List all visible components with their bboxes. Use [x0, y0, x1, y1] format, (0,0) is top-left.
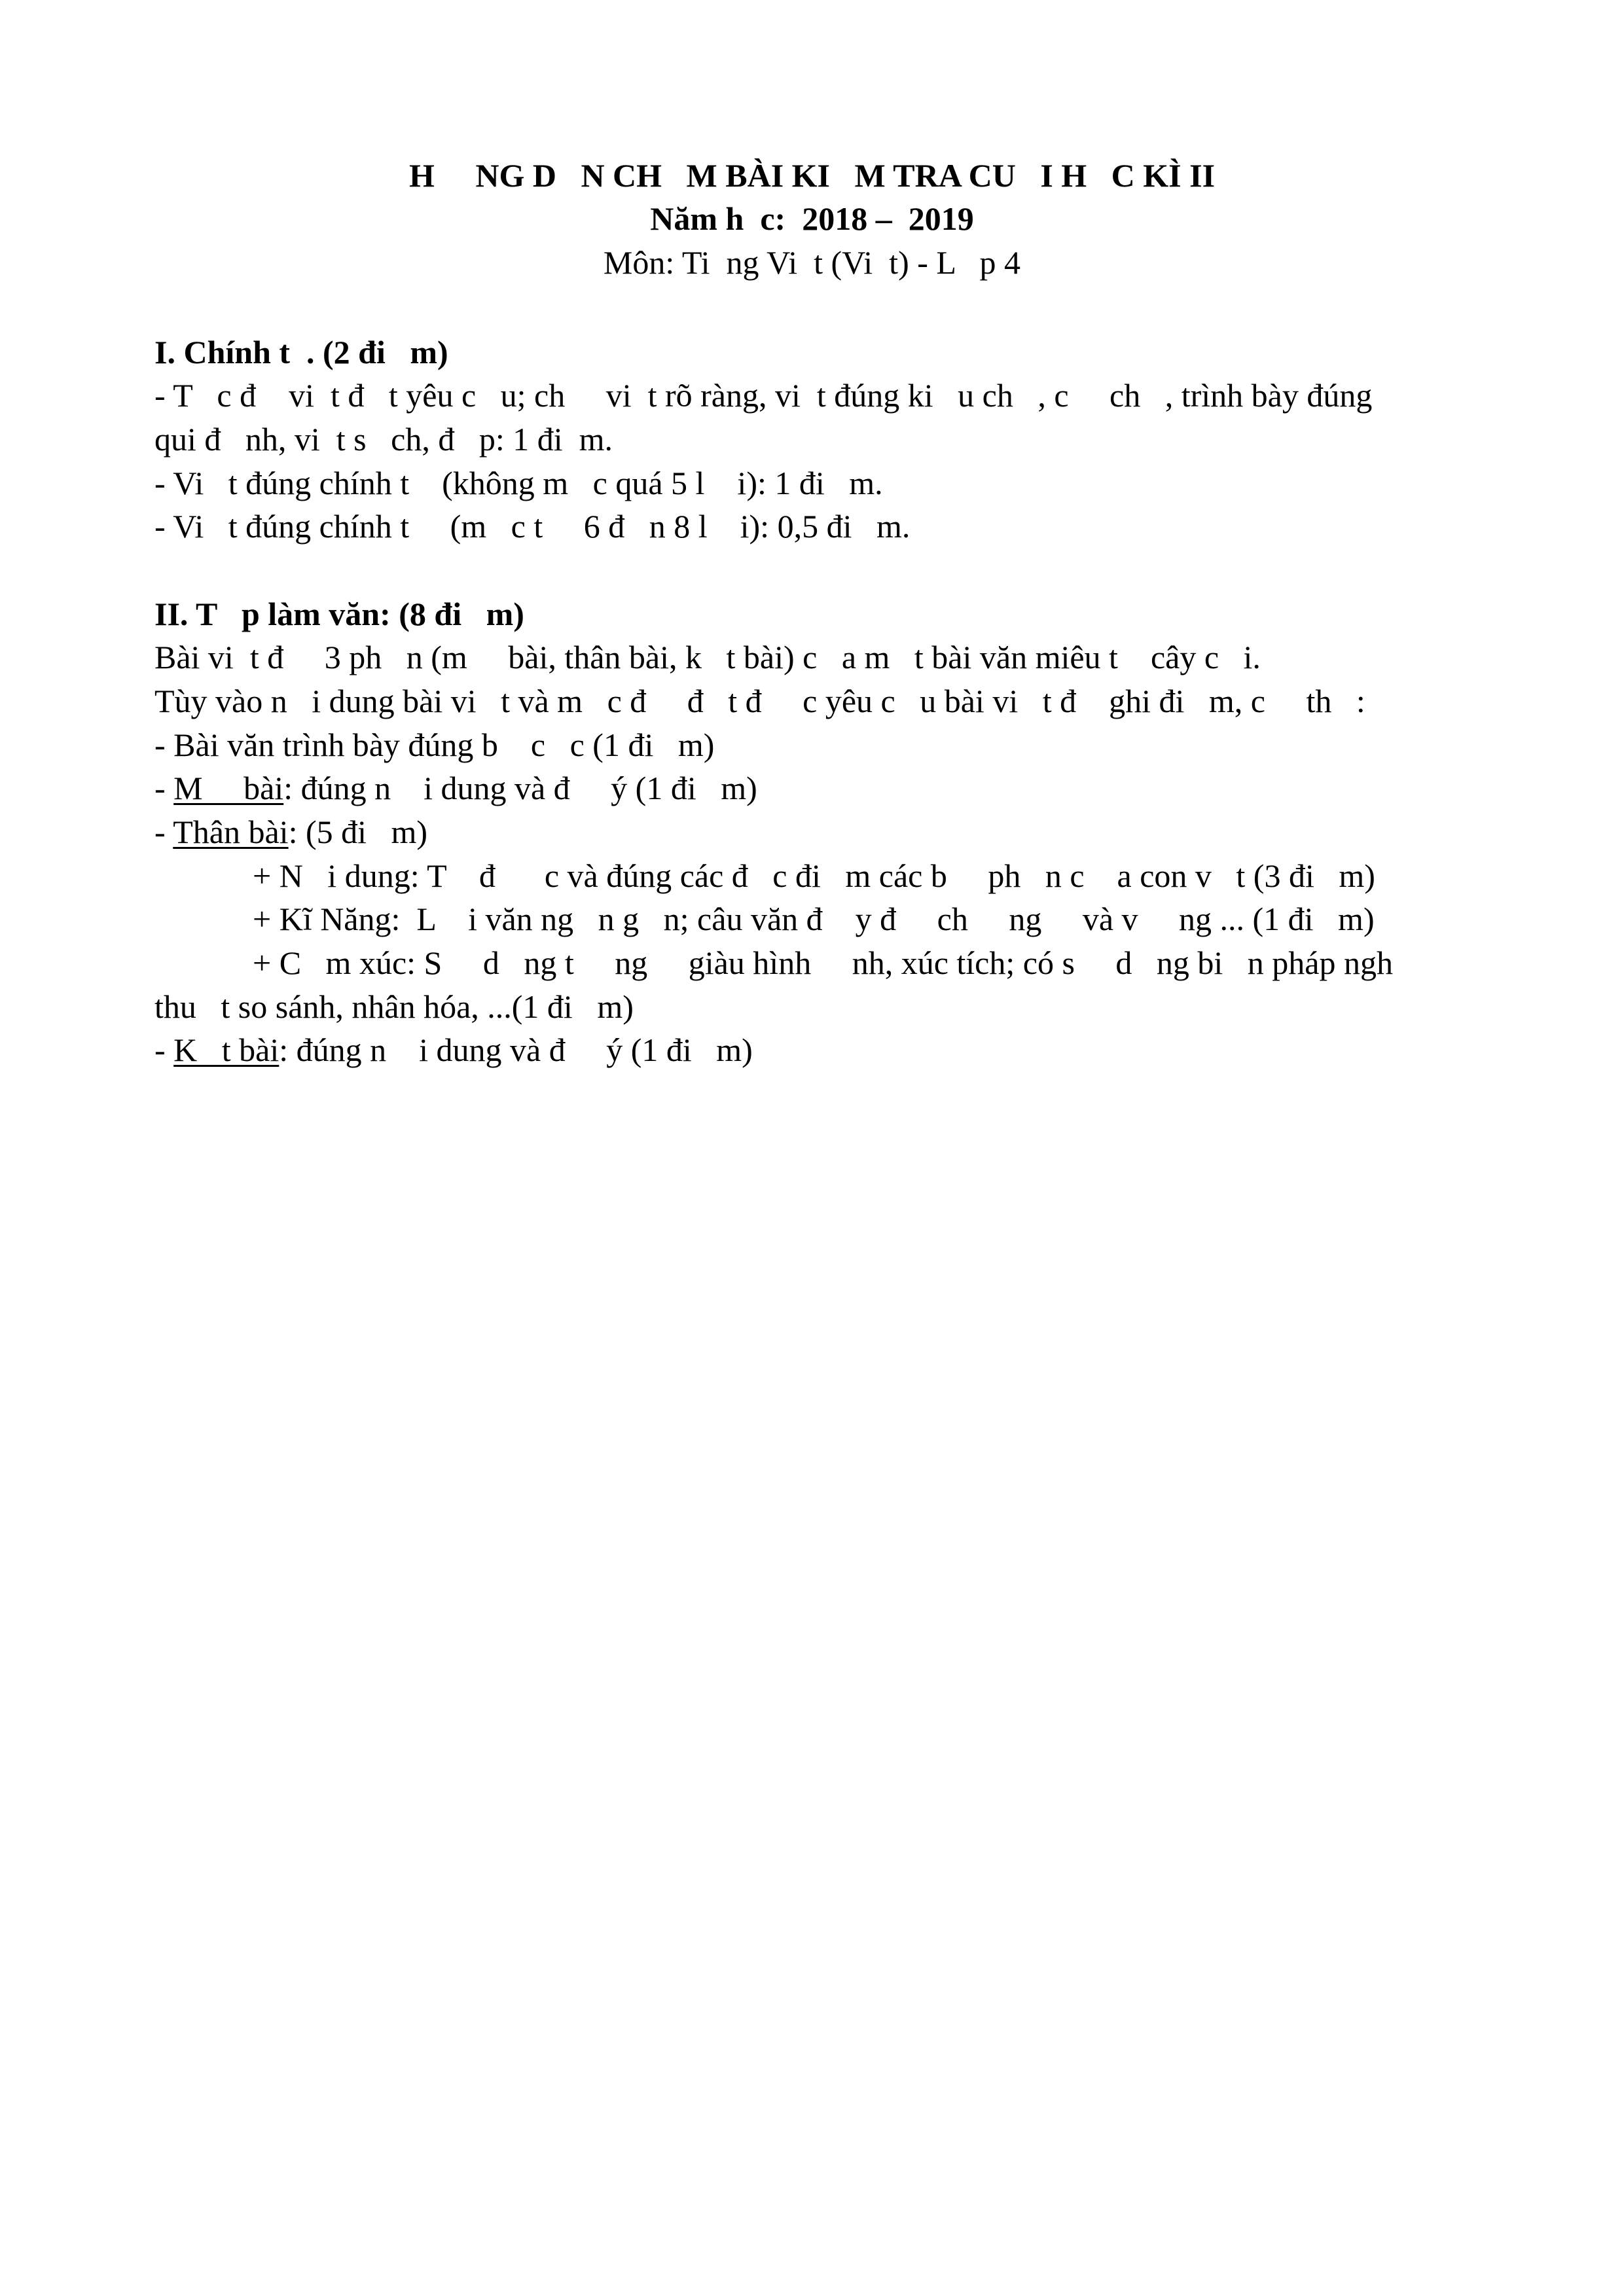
sub-item-cam-xuc: + C m xúc: S d ng t ng giàu hình nh, xúc tích; có s d ng bi n pháp ngh	[253, 944, 1393, 981]
item-layout: - Bài văn trình bày đúng b c c (1 đi m)	[154, 726, 715, 763]
item-than-bai	[154, 811, 427, 853]
than-bai-text: : (5 đi m)	[288, 814, 428, 850]
document-title: H NG D N CH M BÀI KI M TRA CU I H C KÌ II	[408, 157, 1216, 194]
item-prefix: -	[154, 770, 174, 806]
section1-line: - Vi t đúng chính t (không m c quá 5 l i): 1 đi m.	[154, 465, 883, 501]
ket-bai-label: K t bài	[173, 1031, 280, 1068]
section1-heading: I. Chính t . (2 đi m)	[154, 334, 448, 370]
school-year: Năm h c: 2018 – 2019	[650, 200, 974, 237]
section1-line: qui đ nh, vi t s ch, đ p: 1 đi m.	[154, 421, 613, 457]
mo-bai-label: M bài	[173, 770, 284, 806]
section1-line: - Vi t đúng chính t (m c t 6 đ n 8 l i): 0,5 đi m.	[154, 508, 911, 545]
section2-intro: Bài vi t đ 3 ph n (m bài, thân bài, k t bài) c a m t bài văn miêu t cây c i.	[154, 639, 1261, 675]
sub-item-noi-dung: + N i dung: T đ c và đúng các đ c đi m các b ph n c a con v t (3 đi m)	[253, 857, 1375, 894]
item-prefix: -	[154, 814, 173, 850]
section2-intro: Tùy vào n i dung bài vi t và m c đ đ t đ c yêu c u bài vi t đ ghi đi m, c th :	[154, 683, 1365, 719]
mo-bai-text: : đúng n i dung và đ ý (1 đi m)	[283, 770, 757, 806]
sub-item-ki-nang: + Kĩ Năng: L i văn ng n g n; câu văn đ y đ ch ng và v ng ... (1 đi m)	[253, 901, 1375, 937]
item-mo-bai	[154, 767, 757, 809]
item-prefix: -	[154, 1031, 174, 1068]
than-bai-label: Thân bài	[173, 814, 289, 850]
section2-heading: II. T p làm văn: (8 đi m)	[154, 596, 524, 632]
ket-bai-text: : đúng n i dung và đ ý (1 đi m)	[279, 1031, 753, 1068]
sub-item-cam-xuc-cont: thu t so sánh, nhân hóa, ...(1 đi m)	[154, 988, 634, 1025]
section1-line: - T c đ vi t đ t yêu c u; ch vi t rõ ràng, vi t đúng ki u ch , c ch , trình bày đúng	[154, 377, 1373, 414]
item-ket-bai	[154, 1029, 753, 1071]
subject-line: Môn: Ti ng Vi t (Vi t) - L p 4	[603, 244, 1021, 281]
